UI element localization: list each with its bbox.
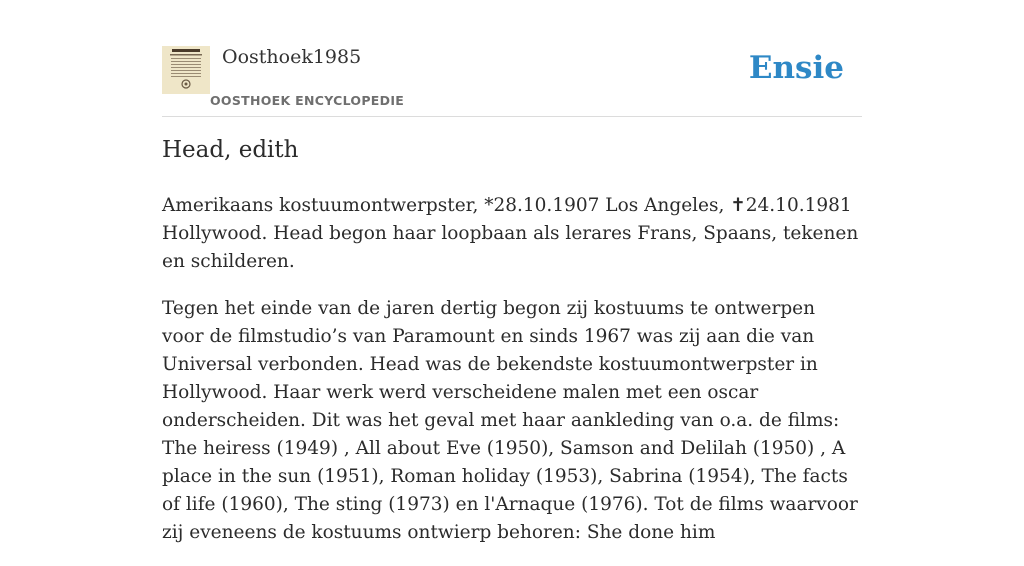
entry-header <box>162 38 862 117</box>
article-paragraph: Amerikaans kostuumontwerpster, *28.10.1907 Los Angeles, ✝24.10.1981 Hollywood. Head begon haar loopbaan als lerares Frans, Spaans, tekenen en schilderen. <box>162 195 859 272</box>
avatar[interactable] <box>162 46 210 94</box>
article-body <box>162 192 862 566</box>
article-paragraph: Tegen het einde van de jaren dertig begon zij kostuums te ontwerpen voor de filmstudio’s van Paramount en sinds 1967 was zij aan die van Universal verbonden. Head was de bekendste kostuumontwerpster in Hollywood. Haar werk werd verscheidene malen met een oscar onderscheiden. Dit was het geval met haar aankleding van o.a. de films: The heiress (1949) , All about Eve (1950), Samson and Delilah (1950) , A place in the sun (1951), Roman holiday (1953), Sabrina (1954), The facts of life (1960), The sting (1973) en l'Arnaque (1976). Tot de films waarvoor zij eveneens de kostuums ontwierp behoren: She done him <box>162 298 858 543</box>
author-name[interactable]: Oosthoek1985 <box>222 46 362 68</box>
page-title: Head, edith <box>162 137 299 163</box>
source-label[interactable]: OOSTHOEK ENCYCLOPEDIE <box>210 93 405 108</box>
ensie-logo[interactable]: Ensie <box>748 50 844 86</box>
encyclopedia-cover-icon <box>162 46 210 94</box>
